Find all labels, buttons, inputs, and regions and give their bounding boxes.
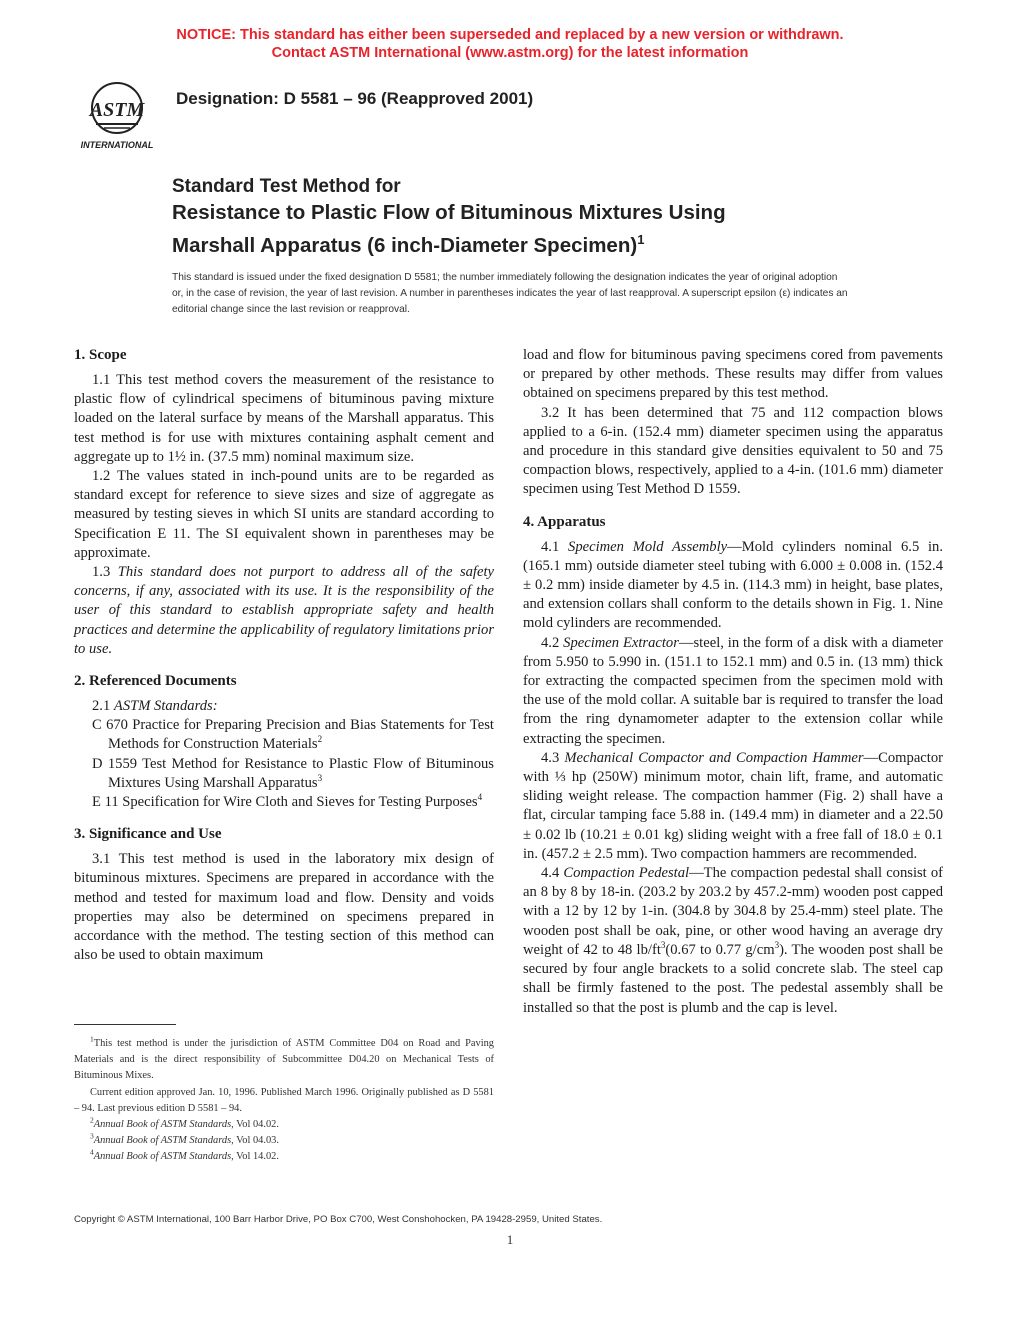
paragraph-4-2-text: —steel, in the form of a disk with a diameter from 5.950 to 5.990 in. (151.1 to 152.1 mm) and 0.5 in. (13 mm) thick for extracting the compacted specimen from the specimen mold with the use of the mold collar. A suitable bar is required to transfer the load from the ring dynamometer adapter to the extension collar while extracting the specimen. <box>523 634 943 747</box>
left-column <box>74 346 494 965</box>
paragraph-4-4-text-a: —The compaction pedestal shall consist of an 8 by 8 by 18-in. (203.2 by 203.2 by 457.2-mm) wooden post capped with a 12 by 12 by 1-in. (304.8 by 304.8 by 25.4-mm) steel plate. The wooden post shall be oak, pine, or other wood having an average dry weight of 42 to 48 lb/ft <box>523 865 943 958</box>
paragraph-4-4-sup-2: 3 <box>774 940 780 951</box>
svg-text:ASTM: ASTM <box>89 99 145 121</box>
paragraph-1-3-text: This standard does not purport to address all of the safety concerns, if any, associated with its use. It is the responsibility of the user of this standard to establish appropriate safety and health practices and determine the applicability of regulatory limitations prior to use. <box>74 564 494 657</box>
reference-d1559-text: D 1559 Test Method for Resistance to Plastic Flow of Bituminous Mixtures Using Marshall Apparatus <box>92 755 494 791</box>
paragraph-2-1-number: 2.1 <box>92 698 111 715</box>
paragraph-4-4 <box>523 864 943 1018</box>
paragraph-4-4-text-b: (0.67 to 0.77 g/cm <box>665 941 775 958</box>
paragraph-4-3 <box>523 749 943 864</box>
issue-statement: This standard is issued under the fixed designation D 5581; the number immediately following the designation indicates the year of original adoption or, in the case of revision, the year of last revision. A number in parentheses indicates the year of last reapproval. A superscript epsilon (ε) indicates an editorial change since the last revision or reapproval. <box>172 272 848 315</box>
withdrawal-notice <box>0 26 1020 62</box>
footnote-3-volume: , Vol 04.03. <box>231 1135 279 1147</box>
paragraph-4-3-title: Mechanical Compactor and Compaction Hammer <box>564 749 864 766</box>
paragraph-3-1a: 3.1 This test method is used in the laboratory mix design of bituminous mixtures. Specimens are prepared in accordance with the method and tested for maximum load and flow. Density and voids properties may also be determined on specimens prepared in accordance with the method. The testing section of this method can also be used to obtain maximum <box>74 851 494 964</box>
title-line-3-text: Marshall Apparatus (6 inch-Diameter Specimen) <box>172 233 638 257</box>
astm-logo-icon <box>74 78 160 154</box>
svg-text:INTERNATIONAL: INTERNATIONAL <box>80 140 154 150</box>
paragraph-1-1: 1.1 This test method covers the measurement of the resistance to plastic flow of cylindrical specimens of bituminous paving mixture loaded on the lateral surface by means of the Marshall apparatus. This test method is for use with mixtures containing asphalt cement and aggregate up to 1½ in. (37.5 mm) nominal maximum size. <box>74 372 494 465</box>
designation: Designation: D 5581 – 96 (Reapproved 2001) <box>176 89 534 108</box>
reference-c670-text: C 670 Practice for Preparing Precision and Bias Statements for Test Methods for Construction Materials <box>92 717 494 753</box>
footnote-2-volume: , Vol 04.02. <box>231 1119 279 1131</box>
notice-line-2: Contact ASTM International (www.astm.org) for the latest information <box>271 45 749 61</box>
right-column <box>523 346 943 1018</box>
reference-e11-text: E 11 Specification for Wire Cloth and Sieves for Testing Purposes <box>92 794 478 811</box>
page-number: 1 <box>506 1232 514 1247</box>
paragraph-1-3 <box>74 563 494 659</box>
title-footnote-mark: 1 <box>637 232 645 247</box>
paragraph-4-4-title: Compaction Pedestal <box>563 865 690 882</box>
paragraph-4-1-text: —Mold cylinders nominal 6.5 in. (165.1 mm) outside diameter steel tubing with 6.000 ± 0.008 in. (152.4 ± 0.2 mm) inside diameter by 4.5 in. (114.3 mm) in height, base plates, and extension collars shall conform to the details shown in Fig. 1. Nine mold cylinders are recommended. <box>523 538 944 632</box>
footnote-4-title: Annual Book of ASTM Standards <box>93 1151 232 1163</box>
paragraph-4-1-number: 4.1 <box>541 538 560 555</box>
footnote-1-mark: 1 <box>90 1034 94 1044</box>
paragraph-4-1 <box>523 538 943 634</box>
footnotes <box>74 1036 494 1166</box>
footnote-2 <box>74 1117 494 1133</box>
reference-d1559 <box>74 755 494 793</box>
reference-e11-mark: 4 <box>477 792 483 803</box>
footnote-rule <box>74 1024 176 1025</box>
notice-line-1: NOTICE: This standard has either been superseded and replaced by a new version or withdrawn. <box>176 27 844 43</box>
section-heading-referenced: 2. Referenced Documents <box>74 673 237 690</box>
reference-c670-mark: 2 <box>317 734 323 745</box>
reference-c670 <box>74 716 494 754</box>
footnote-4-mark: 4 <box>90 1147 94 1157</box>
footnote-3 <box>74 1133 494 1149</box>
title-line-2: Resistance to Plastic Flow of Bituminous Mixtures Using <box>172 201 726 224</box>
copyright-line: Copyright © ASTM International, 100 Barr Harbor Drive, PO Box C700, West Conshohocken, PA 19428-2959, United States. <box>74 1214 603 1225</box>
footnote-1-text: This test method is under the jurisdiction of ASTM Committee D04 on Road and Paving Materials and is the direct responsibility of Subcommittee D04.20 on Mechanical Tests of Bituminous Mixes. <box>74 1038 494 1082</box>
title-line-1: Standard Test Method for <box>172 176 401 197</box>
paragraph-4-2 <box>523 634 943 749</box>
paragraph-4-4-number: 4.4 <box>541 865 560 882</box>
footnote-2-mark: 2 <box>90 1115 94 1125</box>
paragraph-2-1 <box>74 697 494 716</box>
section-heading-significance: 3. Significance and Use <box>74 826 222 843</box>
paragraph-4-3-text: —Compactor with ⅓ hp (250W) minimum motor, chain lift, frame, and automatic sliding weight release. The compaction hammer (Fig. 2) shall have a flat, circular tamping face 5.88 in. (149.4 mm) in diameter and a 22.50 ± 0.02 lb (10.21 ± 0.01 kg) sliding weight with a free fall of 18.0 ± 0.1 in. (457.2 ± 2.5 mm). Two compaction hammers are recommended. <box>523 749 943 862</box>
footnote-4-volume: , Vol 14.02. <box>231 1151 279 1163</box>
paragraph-4-2-title: Specimen Extractor <box>563 634 679 651</box>
footnote-4 <box>74 1149 494 1165</box>
paragraph-4-3-number: 4.3 <box>541 749 560 766</box>
document-title <box>172 175 892 259</box>
section-heading-apparatus: 4. Apparatus <box>523 513 606 530</box>
title-line-3 <box>172 226 892 259</box>
footnote-3-mark: 3 <box>90 1131 94 1141</box>
reference-e11 <box>74 793 494 812</box>
footnote-1-edition: Current edition approved Jan. 10, 1996. Published March 1996. Originally published as D 5581 – 94. Last previous edition D 5581 – 94. <box>74 1086 494 1114</box>
section-heading-scope: 1. Scope <box>74 347 127 363</box>
footnote-1 <box>74 1036 494 1085</box>
paragraph-4-2-number: 4.2 <box>541 634 560 651</box>
paragraph-4-4-text-c: ). The wooden post shall be secured by four angle brackets to a solid concrete slab. The steel cap shall be firmly fastened to the post. The pedestal assembly shall be installed so that the post is plumb and the cap is level. <box>523 941 944 1016</box>
paragraph-3-1b: load and flow for bituminous paving specimens cored from pavements or prepared by other methods. These results may differ from values obtained on specimens prepared by this test method. <box>523 347 943 402</box>
footnote-3-title: Annual Book of ASTM Standards <box>93 1135 232 1147</box>
paragraph-3-2: 3.2 It has been determined that 75 and 112 compaction blows applied to a 6-in. (152.4 mm) diameter specimen using the apparatus and procedure in this standard give densities equivalent to 50 and 75 compaction blows, respectively, applied to a 4-in. (101.6 mm) diameter specimen using Test Method D 1559. <box>523 404 943 498</box>
reference-d1559-mark: 3 <box>317 773 323 783</box>
paragraph-4-4-sup-1: 3 <box>660 940 666 951</box>
paragraph-1-3-number: 1.3 <box>92 564 111 581</box>
paragraph-4-1-title: Specimen Mold Assembly <box>568 538 728 555</box>
paragraph-1-2: 1.2 The values stated in inch-pound units are to be regarded as standard except for reference to sieve sizes and size of aggregate as measured by testing sieves in which SI units are standard according to Specification E 11. The SI equivalent shown in parentheses may be approximate. <box>74 468 494 561</box>
paragraph-2-1-text: ASTM Standards: <box>113 698 218 715</box>
footnote-2-title: Annual Book of ASTM Standards <box>93 1119 232 1131</box>
